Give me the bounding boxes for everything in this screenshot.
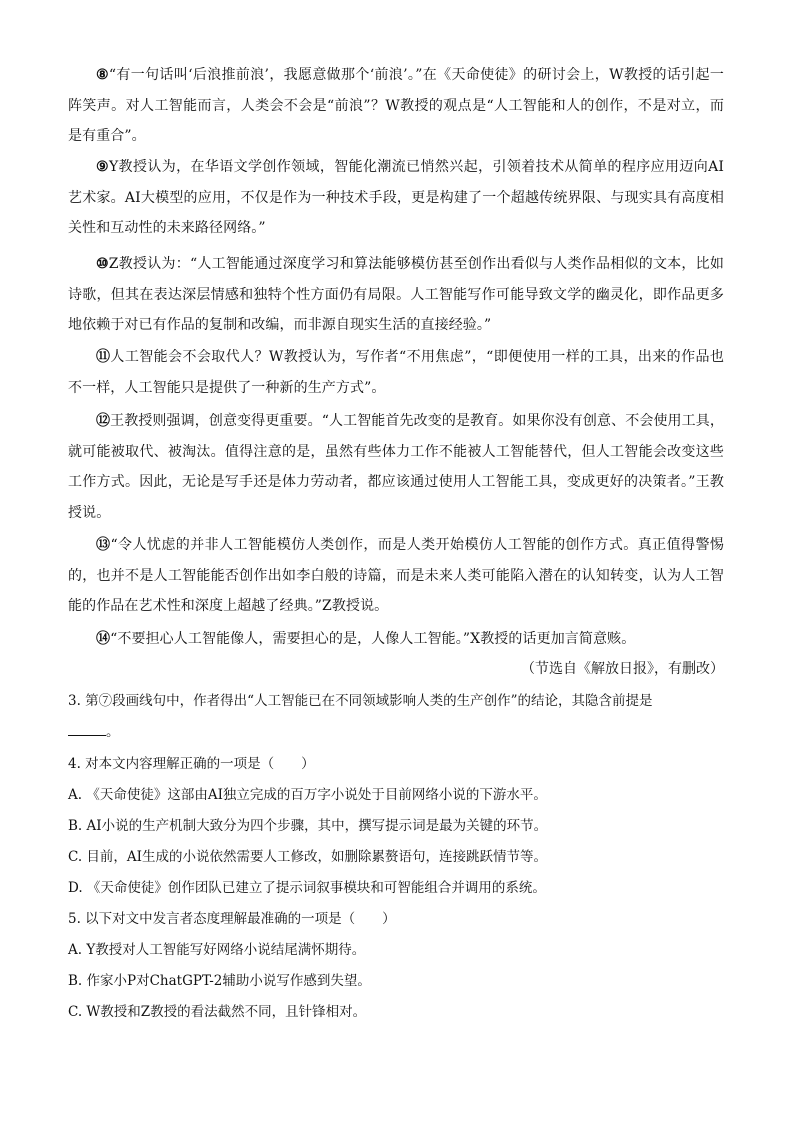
answer-blank[interactable] xyxy=(68,721,106,736)
paragraph-10: ⑩Z教授认为：“人工智能通过深度学习和算法能够模仿甚至创作出看似与人类作品相似的文本，比如诗歌，但其在表达深层情感和独特个性方面仍有局限。人工智能写作可能导致文学的幽灵化，即作品更多地依赖于对已有作品的复制和改编，而非源自现实生活的直接经验。” xyxy=(68,256,724,333)
question-3: 3. 第⑦段画线句中，作者得出“人工智能已在不同领域影响人类的生产创作”的结论，其隐含前提是 。 xyxy=(68,693,653,740)
paragraph-9: ⑨Y教授认为，在华语文学创作领域，智能化潮流已悄然兴起，引领着技术从简单的程序应用迈向AI艺术家。AI大模型的应用，不仅是作为一种技术手段，更是构建了一个超越传统界限、与现实具有高度相关性和互动性的未来路径网络。” xyxy=(68,159,724,236)
question-4-option-a[interactable]: A. 《天命使徒》这部由AI独立完成的百万字小说处于目前网络小说的下游水平。 xyxy=(68,787,547,803)
question-5-option-c[interactable]: C. W教授和Z教授的看法截然不同，且针锋相对。 xyxy=(68,1004,367,1020)
paragraph-11: ⑪人工智能会不会取代人？W教授认为，写作者“不用焦虑”，“即便使用一样的工具，出来的作品也不一样，人工智能只是提供了一种新的生产方式”。 xyxy=(68,349,724,396)
question-4-option-b[interactable]: B. AI小说的生产机制大致分为四个步骤，其中，撰写提示词是最为关键的环节。 xyxy=(68,818,548,834)
question-4-stem: 4. 对本文内容理解正确的一项是（ ） xyxy=(68,756,315,772)
paragraph-14: ⑭“不要担心人工智能像人，需要担心的是，人像人工智能。”X教授的话更加言简意赅。 xyxy=(96,631,636,647)
question-4-option-d[interactable]: D. 《天命使徒》创作团队已建立了提示词叙事模块和可智能组合并调用的系统。 xyxy=(68,880,546,896)
question-5-option-b[interactable]: B. 作家小P对ChatGPT-2辅助小说写作感到失望。 xyxy=(68,973,371,989)
question-5-stem: 5. 以下对文中发言者态度理解最准确的一项是（ ） xyxy=(68,911,396,927)
question-4-option-c[interactable]: C. 目前，AI生成的小说依然需要人工修改，如删除累赘语句，连接跳跃情节等。 xyxy=(68,849,548,865)
source-citation: （节选自《解放日报》，有删改） xyxy=(521,661,724,677)
paragraph-8: ⑧“有一句话叫‘后浪推前浪’，我愿意做那个‘前浪’。”在《天命使徒》的研讨会上，W教授的话引起一阵笑声。对人工智能而言，人类会不会是“前浪”？W教授的观点是“人工智能和人的创作，不是对立，而是有重合”。 xyxy=(68,67,724,144)
paragraph-13: ⑬“令人忧虑的并非人工智能模仿人类创作，而是人类开始模仿人工智能的创作方式。真正值得警惕的，也并不是人工智能能否创作出如李白般的诗篇，而是未来人类可能陷入潜在的认知转变，认为人工智能的作品在艺术性和深度上超越了经典。”Z教授说。 xyxy=(68,537,724,614)
paragraph-12: ⑫王教授则强调，创意变得更重要。“人工智能首先改变的是教育。如果你没有创意、不会使用工具，就可能被取代、被淘汰。值得注意的是，虽然有些体力工作不能被人工智能替代，但人工智能会改变这些工作方式。因此，无论是写手还是体力劳动者，都应该通过使用人工智能工具，变成更好的决策者。”王教授说。 xyxy=(68,413,724,521)
question-5-option-a[interactable]: A. Y教授对人工智能写好网络小说结尾满怀期待。 xyxy=(68,942,366,958)
